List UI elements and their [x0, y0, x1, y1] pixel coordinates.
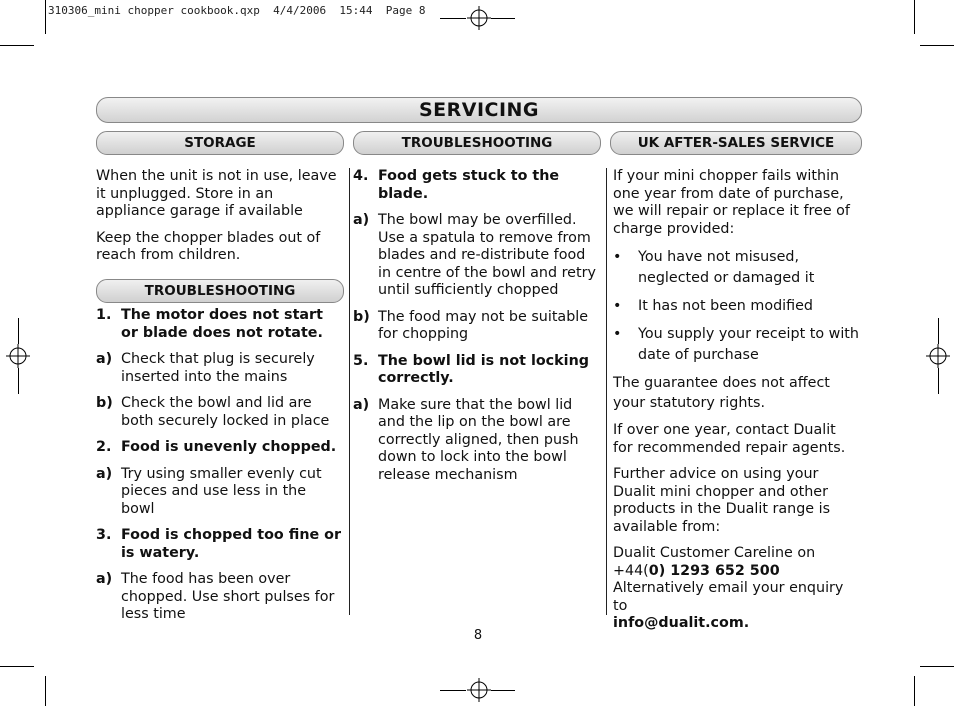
crop-mark [18, 368, 19, 394]
item-text: Try using smaller evenly cut pieces and use less in the bowl [121, 465, 322, 517]
condition-item [613, 324, 859, 366]
item-text: It has not been modified [638, 298, 814, 314]
registration-mark-icon [926, 344, 950, 368]
further-advice-note: Further advice on using your Dualit mini chopper and other products in the Dualit range is available from: [613, 466, 831, 535]
section-header-storage: STORAGE [96, 131, 344, 155]
registration-mark-icon [467, 6, 491, 30]
statutory-rights-note: The guarantee does not affect your statutory rights. [613, 375, 830, 411]
item-marker: a) [96, 571, 113, 587]
crop-mark [914, 0, 915, 34]
contact-block [613, 545, 859, 633]
careline-label: Dualit Customer Careline on [613, 545, 816, 561]
problem-item [353, 353, 602, 388]
phone-digits: 0) 1293 652 500 [648, 562, 780, 579]
item-marker: a) [353, 212, 370, 228]
column-divider [349, 168, 350, 615]
email-lead: Alternatively email your enquiry to [613, 580, 844, 614]
crop-mark [920, 45, 954, 46]
crop-mark [491, 18, 515, 19]
crop-mark [0, 45, 34, 46]
section-header-troubleshooting: TROUBLESHOOTING [96, 279, 344, 303]
crop-mark [45, 676, 46, 706]
item-text: The bowl lid is not locking correctly. [378, 352, 589, 386]
item-text: Check that plug is securely inserted into the mains [121, 351, 315, 385]
section-header-after-sales: UK AFTER-SALES SERVICE [610, 131, 862, 155]
problem-item [96, 527, 344, 562]
repair-agents-note: If over one year, contact Dualit for recommended repair agents. [613, 422, 846, 456]
solution-item [96, 351, 344, 386]
page-title: SERVICING [96, 97, 862, 123]
crop-mark [920, 666, 954, 667]
bullet-icon: • [613, 249, 622, 265]
item-text: Make sure that the bowl lid and the lip on the bowl are correctly aligned, then push down to lock into the bowl release mechanism [378, 396, 579, 483]
solution-item [353, 212, 602, 300]
solution-item [353, 309, 602, 344]
solution-item [353, 397, 602, 485]
crop-mark [914, 676, 915, 706]
item-text: Food gets stuck to the blade. [378, 168, 560, 202]
email-address: info@dualit.com. [613, 615, 750, 631]
crop-mark [938, 368, 939, 394]
item-text: The food may not be suitable for chopping [378, 308, 589, 342]
registration-mark-icon [467, 678, 491, 702]
solution-item [96, 571, 344, 624]
registration-mark-icon [6, 344, 30, 368]
phone-number [613, 563, 859, 581]
item-marker: b) [353, 308, 370, 325]
item-text: The bowl may be overfilled. Use a spatula to remove from blades and re-distribute food in centre of the bowl and retry until sufficiently chopped [378, 212, 596, 298]
item-marker: 3. [96, 527, 112, 543]
item-marker: a) [96, 465, 113, 482]
item-marker: a) [353, 396, 370, 413]
crop-mark [0, 666, 34, 667]
column-troubleshooting-1 [96, 307, 344, 633]
storage-paragraph: Keep the chopper blades out of reach from children. [96, 229, 321, 263]
problem-item [96, 439, 344, 457]
solution-item [96, 466, 344, 519]
phone-prefix: +44( [613, 562, 649, 579]
crop-mark [18, 318, 19, 344]
item-marker: 4. [353, 168, 369, 184]
storage-paragraph: When the unit is not in use, leave it unplugged. Store in an appliance garage if available [96, 168, 337, 219]
item-marker: 2. [96, 439, 112, 455]
crop-mark [491, 690, 515, 691]
item-text: Food is chopped too fine or is watery. [121, 527, 342, 561]
bullet-icon: • [613, 326, 622, 342]
column-storage [96, 168, 344, 274]
condition-item [613, 247, 859, 289]
item-marker: a) [96, 351, 113, 367]
crop-mark [440, 690, 466, 691]
item-text: You supply your receipt to with date of purchase [638, 326, 859, 363]
print-slug: 310306_mini chopper cookbook.qxp 4/4/2006 15:44 Page 8 [48, 4, 426, 17]
item-marker: b) [96, 395, 113, 411]
item-marker: 1. [96, 307, 112, 323]
column-after-sales [613, 168, 859, 633]
condition-item [613, 296, 859, 317]
item-text: The motor does not start or blade does not rotate. [121, 307, 323, 341]
problem-item [96, 307, 344, 342]
crop-mark [45, 0, 46, 34]
column-divider [606, 168, 607, 615]
section-header-troubleshooting: TROUBLESHOOTING [353, 131, 601, 155]
column-troubleshooting-2 [353, 168, 602, 493]
crop-mark [938, 318, 939, 344]
crop-mark [440, 18, 466, 19]
item-text: Food is unevenly chopped. [121, 439, 337, 455]
item-text: The food has been over chopped. Use short pulses for less time [121, 571, 335, 622]
bullet-icon: • [613, 298, 622, 314]
item-text: Check the bowl and lid are both securely locked in place [121, 395, 330, 429]
item-text: You have not misused, neglected or damaged it [638, 249, 815, 286]
warranty-intro: If your mini chopper fails within one year from date of purchase, we will repair or replace it free of charge provided: [613, 168, 850, 237]
page-number: 8 [473, 628, 483, 643]
item-marker: 5. [353, 352, 369, 369]
solution-item [96, 395, 344, 430]
problem-item [353, 168, 602, 203]
